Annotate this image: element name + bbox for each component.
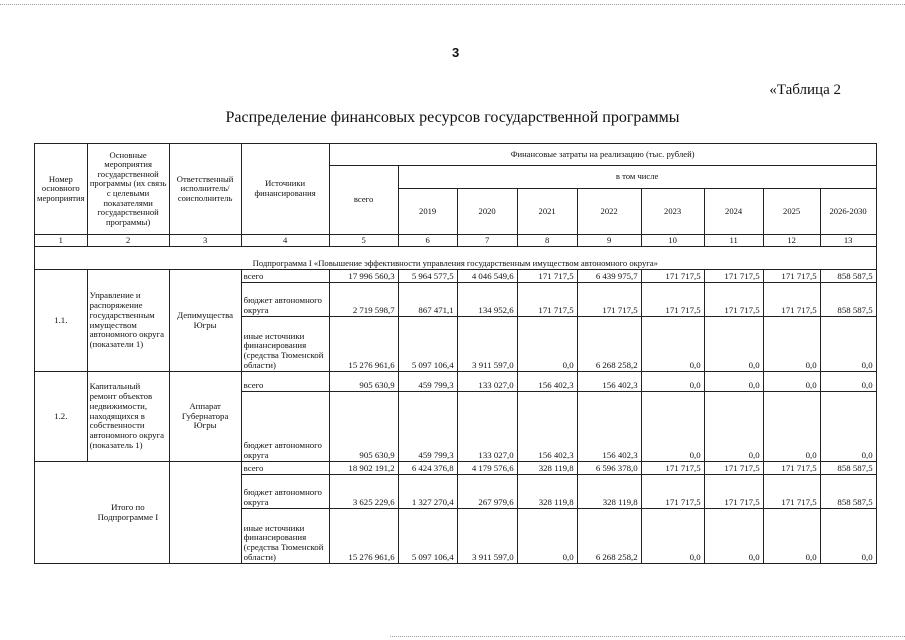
responsible-executor: Депимущества Югры (169, 270, 241, 372)
value-cell: 858 587,5 (820, 270, 876, 283)
value-cell: 171 717,5 (517, 270, 577, 283)
source-total: всего (241, 372, 329, 392)
source-total: всего (241, 462, 329, 475)
value-cell: 459 799,3 (398, 392, 457, 462)
financial-table (34, 143, 877, 564)
value-cell: 171 717,5 (763, 475, 820, 509)
scan-edge-bottom (390, 636, 905, 637)
header-sources: Источники финансирования (241, 144, 329, 235)
value-cell: 171 717,5 (641, 270, 704, 283)
value-cell: 134 952,6 (457, 283, 517, 317)
value-cell: 0,0 (704, 509, 763, 564)
column-number: 8 (517, 235, 577, 247)
value-cell: 0,0 (763, 372, 820, 392)
column-number: 13 (820, 235, 876, 247)
value-cell: 0,0 (517, 317, 577, 372)
value-cell: 0,0 (641, 372, 704, 392)
header-year: 2023 (641, 189, 704, 235)
value-cell: 133 027,0 (457, 372, 517, 392)
value-cell: 0,0 (704, 372, 763, 392)
value-cell: 3 911 597,0 (457, 317, 517, 372)
source-total: всего (241, 270, 329, 283)
value-cell: 328 119,8 (577, 475, 641, 509)
column-number: 3 (169, 235, 241, 247)
responsible-executor: Аппарат Губернатора Югры (169, 372, 241, 462)
value-cell: 171 717,5 (704, 270, 763, 283)
value-cell: 3 625 229,6 (329, 475, 398, 509)
value-cell: 459 799,3 (398, 372, 457, 392)
value-cell: 156 402,3 (577, 372, 641, 392)
value-cell: 5 097 106,4 (398, 317, 457, 372)
value-cell: 3 911 597,0 (457, 509, 517, 564)
value-cell: 0,0 (763, 509, 820, 564)
activity-name: Управление и распоряжение государственным имуществом автономного округа (показатели 1) (87, 270, 169, 372)
value-cell: 171 717,5 (704, 462, 763, 475)
value-cell: 0,0 (820, 392, 876, 462)
table-label: «Таблица 2 (769, 82, 841, 98)
value-cell: 15 276 961,6 (329, 509, 398, 564)
value-cell: 858 587,5 (820, 462, 876, 475)
activity-name: Капитальный ремонт объектов недвижимости, находящихся в собственности автономного округа (показатель 1) (87, 372, 169, 462)
total-empty-cell (169, 462, 241, 564)
header-year: 2024 (704, 189, 763, 235)
value-cell: 156 402,3 (517, 372, 577, 392)
total-empty-cell (35, 462, 88, 564)
row-number: 1.1. (35, 270, 88, 372)
value-cell: 6 424 376,8 (398, 462, 457, 475)
column-number: 4 (241, 235, 329, 247)
value-cell: 267 979,6 (457, 475, 517, 509)
value-cell: 5 964 577,5 (398, 270, 457, 283)
value-cell: 18 902 191,2 (329, 462, 398, 475)
value-cell: 0,0 (704, 392, 763, 462)
value-cell: 171 717,5 (641, 475, 704, 509)
value-cell: 858 587,5 (820, 475, 876, 509)
value-cell: 4 179 576,6 (457, 462, 517, 475)
value-cell: 0,0 (641, 509, 704, 564)
column-number: 5 (329, 235, 398, 247)
value-cell: 5 097 106,4 (398, 509, 457, 564)
value-cell: 17 996 560,3 (329, 270, 398, 283)
value-cell: 0,0 (820, 372, 876, 392)
value-cell: 6 596 378,0 (577, 462, 641, 475)
header-responsible: Ответственный исполнитель/ соисполнитель (169, 144, 241, 235)
header-year: 2025 (763, 189, 820, 235)
subprogram-title: Подпрограмма I «Повышение эффективности управления государственным имуществом автономного округа» (35, 247, 877, 270)
value-cell: 171 717,5 (704, 283, 763, 317)
value-cell: 328 119,8 (517, 475, 577, 509)
value-cell: 171 717,5 (641, 462, 704, 475)
column-number: 1 (35, 235, 88, 247)
page-number: 3 (452, 45, 460, 60)
column-number: 6 (398, 235, 457, 247)
value-cell: 6 439 975,7 (577, 270, 641, 283)
column-number: 11 (704, 235, 763, 247)
value-cell: 6 268 258,2 (577, 509, 641, 564)
column-number: 9 (577, 235, 641, 247)
source-budget: бюджет автономного округа (241, 475, 329, 509)
header-year: 2020 (457, 189, 517, 235)
value-cell: 0,0 (641, 317, 704, 372)
scan-edge-top (0, 4, 905, 5)
value-cell: 171 717,5 (763, 283, 820, 317)
header-activities: Основные мероприятия государственной программы (их связь с целевыми показателями государственной программы) (87, 144, 169, 235)
header-financial-costs: Финансовые затраты на реализацию (тыс. рублей) (329, 144, 876, 166)
header-year: 2019 (398, 189, 457, 235)
value-cell: 1 327 270,4 (398, 475, 457, 509)
value-cell: 171 717,5 (641, 283, 704, 317)
value-cell: 0,0 (517, 509, 577, 564)
value-cell: 6 268 258,2 (577, 317, 641, 372)
value-cell: 171 717,5 (577, 283, 641, 317)
column-number: 2 (87, 235, 169, 247)
value-cell: 867 471,1 (398, 283, 457, 317)
value-cell: 156 402,3 (517, 392, 577, 462)
value-cell: 905 630,9 (329, 392, 398, 462)
value-cell: 858 587,5 (820, 283, 876, 317)
value-cell: 2 719 598,7 (329, 283, 398, 317)
header-number: Номер основного мероприятия (35, 144, 88, 235)
header-year: 2022 (577, 189, 641, 235)
value-cell: 171 717,5 (763, 462, 820, 475)
column-number: 7 (457, 235, 517, 247)
value-cell: 0,0 (641, 392, 704, 462)
value-cell: 905 630,9 (329, 372, 398, 392)
value-cell: 171 717,5 (704, 475, 763, 509)
value-cell: 0,0 (763, 392, 820, 462)
header-year: 2021 (517, 189, 577, 235)
value-cell: 0,0 (704, 317, 763, 372)
source-other: иные источники финансирования (средства Тюменской области) (241, 317, 329, 372)
value-cell: 171 717,5 (517, 283, 577, 317)
source-budget: бюджет автономного округа (241, 392, 329, 462)
header-including: в том числе (398, 166, 876, 189)
row-number: 1.2. (35, 372, 88, 462)
value-cell: 0,0 (820, 509, 876, 564)
value-cell: 15 276 961,6 (329, 317, 398, 372)
value-cell: 328 119,8 (517, 462, 577, 475)
value-cell: 4 046 549,6 (457, 270, 517, 283)
header-total: всего (329, 166, 398, 235)
document-title: Распределение финансовых ресурсов государственной программы (225, 109, 680, 126)
value-cell: 0,0 (820, 317, 876, 372)
column-number: 10 (641, 235, 704, 247)
subtotal-label: Итого по Подпрограмме I (87, 462, 169, 564)
source-budget: бюджет автономного округа (241, 283, 329, 317)
value-cell: 133 027,0 (457, 392, 517, 462)
value-cell: 171 717,5 (763, 270, 820, 283)
header-year: 2026-2030 (820, 189, 876, 235)
value-cell: 0,0 (763, 317, 820, 372)
value-cell: 156 402,3 (577, 392, 641, 462)
column-number: 12 (763, 235, 820, 247)
source-other: иные источники финансирования (средства Тюменской области) (241, 509, 329, 564)
